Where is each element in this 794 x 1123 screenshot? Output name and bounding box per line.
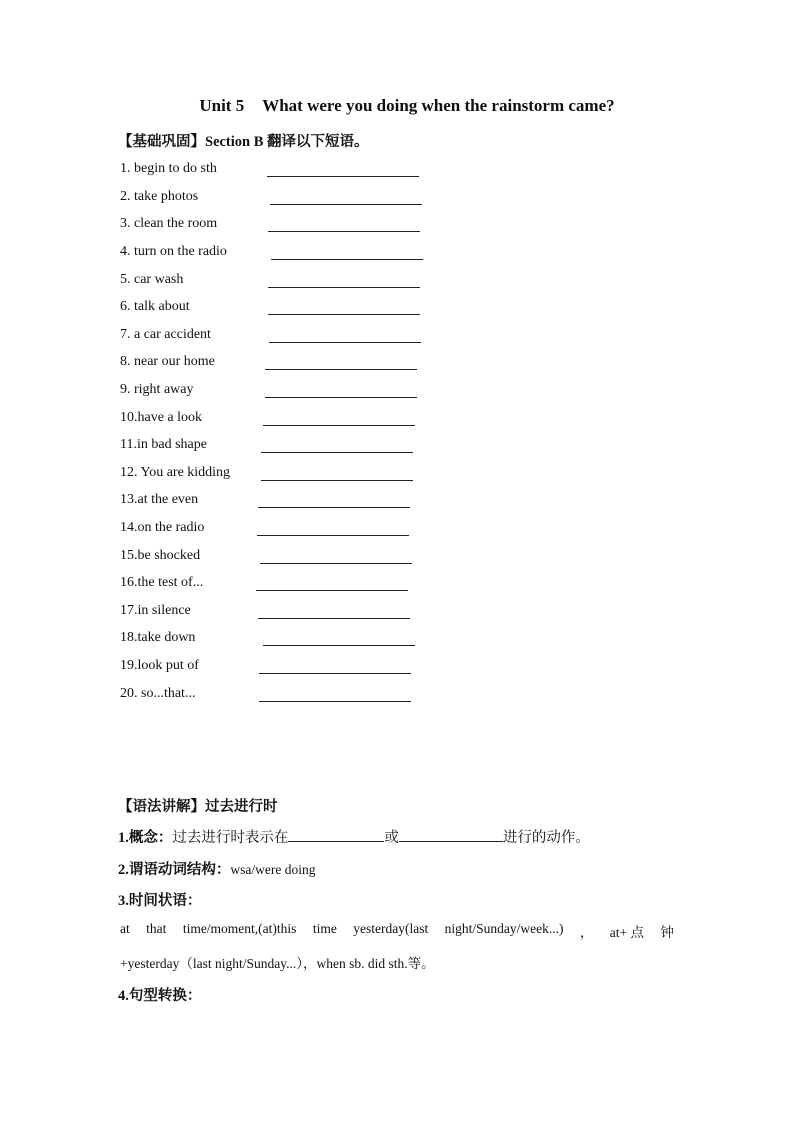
- time-word: yesterday(last: [353, 921, 429, 936]
- concept-line: [118, 826, 590, 847]
- structure-text: wsa/were doing: [230, 862, 316, 877]
- time-word: ，: [579, 925, 594, 940]
- phrase-item: 20. so...that...: [120, 686, 196, 701]
- grammar-heading: 【语法讲解】过去进行时: [118, 799, 278, 815]
- phrase-item: 15.be shocked: [120, 548, 201, 563]
- concept-label: 1.概念：: [118, 830, 173, 846]
- phrase-item: 14.on the radio: [120, 520, 205, 535]
- answer-blank[interactable]: [268, 287, 420, 288]
- phrase-item: 12. You are kidding: [120, 465, 231, 480]
- answer-blank[interactable]: [261, 480, 413, 481]
- answer-blank[interactable]: [261, 452, 413, 453]
- phrase-item: 18.take down: [120, 630, 196, 645]
- concept-blank-1[interactable]: [288, 827, 384, 842]
- phrase-item: 17.in silence: [120, 603, 191, 618]
- phrase-item: 13.at the even: [120, 492, 199, 507]
- unit-question: What were you doing when the rainstorm came?: [262, 96, 615, 115]
- structure-label: 2.谓语动词结构：: [118, 862, 231, 878]
- time-word: night/Sunday/week...): [444, 921, 564, 936]
- answer-blank[interactable]: [271, 259, 423, 260]
- time-word: that: [146, 921, 167, 936]
- answer-blank[interactable]: [270, 204, 422, 205]
- unit-label: Unit 5: [199, 96, 245, 115]
- answer-blank[interactable]: [269, 342, 421, 343]
- section-b-heading: 【基础巩固】Section B 翻译以下短语。: [118, 134, 369, 150]
- phrase-item: 4. turn on the radio: [120, 244, 227, 259]
- answer-blank[interactable]: [258, 618, 410, 619]
- answer-blank[interactable]: [263, 645, 415, 646]
- answer-blank[interactable]: [258, 507, 410, 508]
- phrase-item: 10.have a look: [120, 410, 203, 425]
- time-label: 3.时间状语：: [118, 893, 202, 909]
- time-word: time/moment,(at)this: [182, 921, 297, 936]
- concept-text-a: 过去进行时表示在: [172, 830, 289, 846]
- phrase-item: 8. near our home: [120, 354, 215, 369]
- answer-blank[interactable]: [265, 397, 417, 398]
- concept-text-c: 进行的动作。: [502, 830, 590, 846]
- structure-line: [118, 858, 315, 879]
- time-word: at+ 点: [609, 925, 645, 940]
- time-word: at: [120, 921, 130, 936]
- phrase-item: 6. talk about: [120, 299, 190, 314]
- phrase-item: 1. begin to do sth: [120, 161, 217, 176]
- answer-blank[interactable]: [265, 369, 417, 370]
- answer-blank[interactable]: [257, 535, 409, 536]
- phrase-item: 19.look put of: [120, 658, 199, 673]
- time-word: 钟: [660, 925, 674, 940]
- concept-blank-2[interactable]: [399, 827, 503, 842]
- phrase-item: 5. car wash: [120, 272, 184, 287]
- page-title: [0, 96, 794, 116]
- phrase-item: 3. clean the room: [120, 216, 218, 231]
- answer-blank[interactable]: [267, 176, 419, 177]
- concept-text-b: 或: [384, 830, 399, 846]
- time-word: time: [312, 921, 337, 936]
- phrase-item: 11.in bad shape: [120, 437, 207, 452]
- answer-blank[interactable]: [268, 231, 420, 232]
- phrase-item: 9. right away: [120, 382, 194, 397]
- time-line-1: [120, 921, 674, 941]
- transform-label: 4.句型转换：: [118, 988, 202, 1004]
- phrase-item: 16.the test of...: [120, 575, 204, 590]
- phrase-item: 2. take photos: [120, 189, 199, 204]
- phrase-item: 7. a car accident: [120, 327, 211, 342]
- answer-blank[interactable]: [259, 673, 411, 674]
- time-line-2: +yesterday（last night/Sunday...），when sb. did sth.等。: [120, 956, 435, 971]
- answer-blank[interactable]: [268, 314, 420, 315]
- answer-blank[interactable]: [260, 563, 412, 564]
- answer-blank[interactable]: [259, 701, 411, 702]
- answer-blank[interactable]: [263, 425, 415, 426]
- answer-blank[interactable]: [256, 590, 408, 591]
